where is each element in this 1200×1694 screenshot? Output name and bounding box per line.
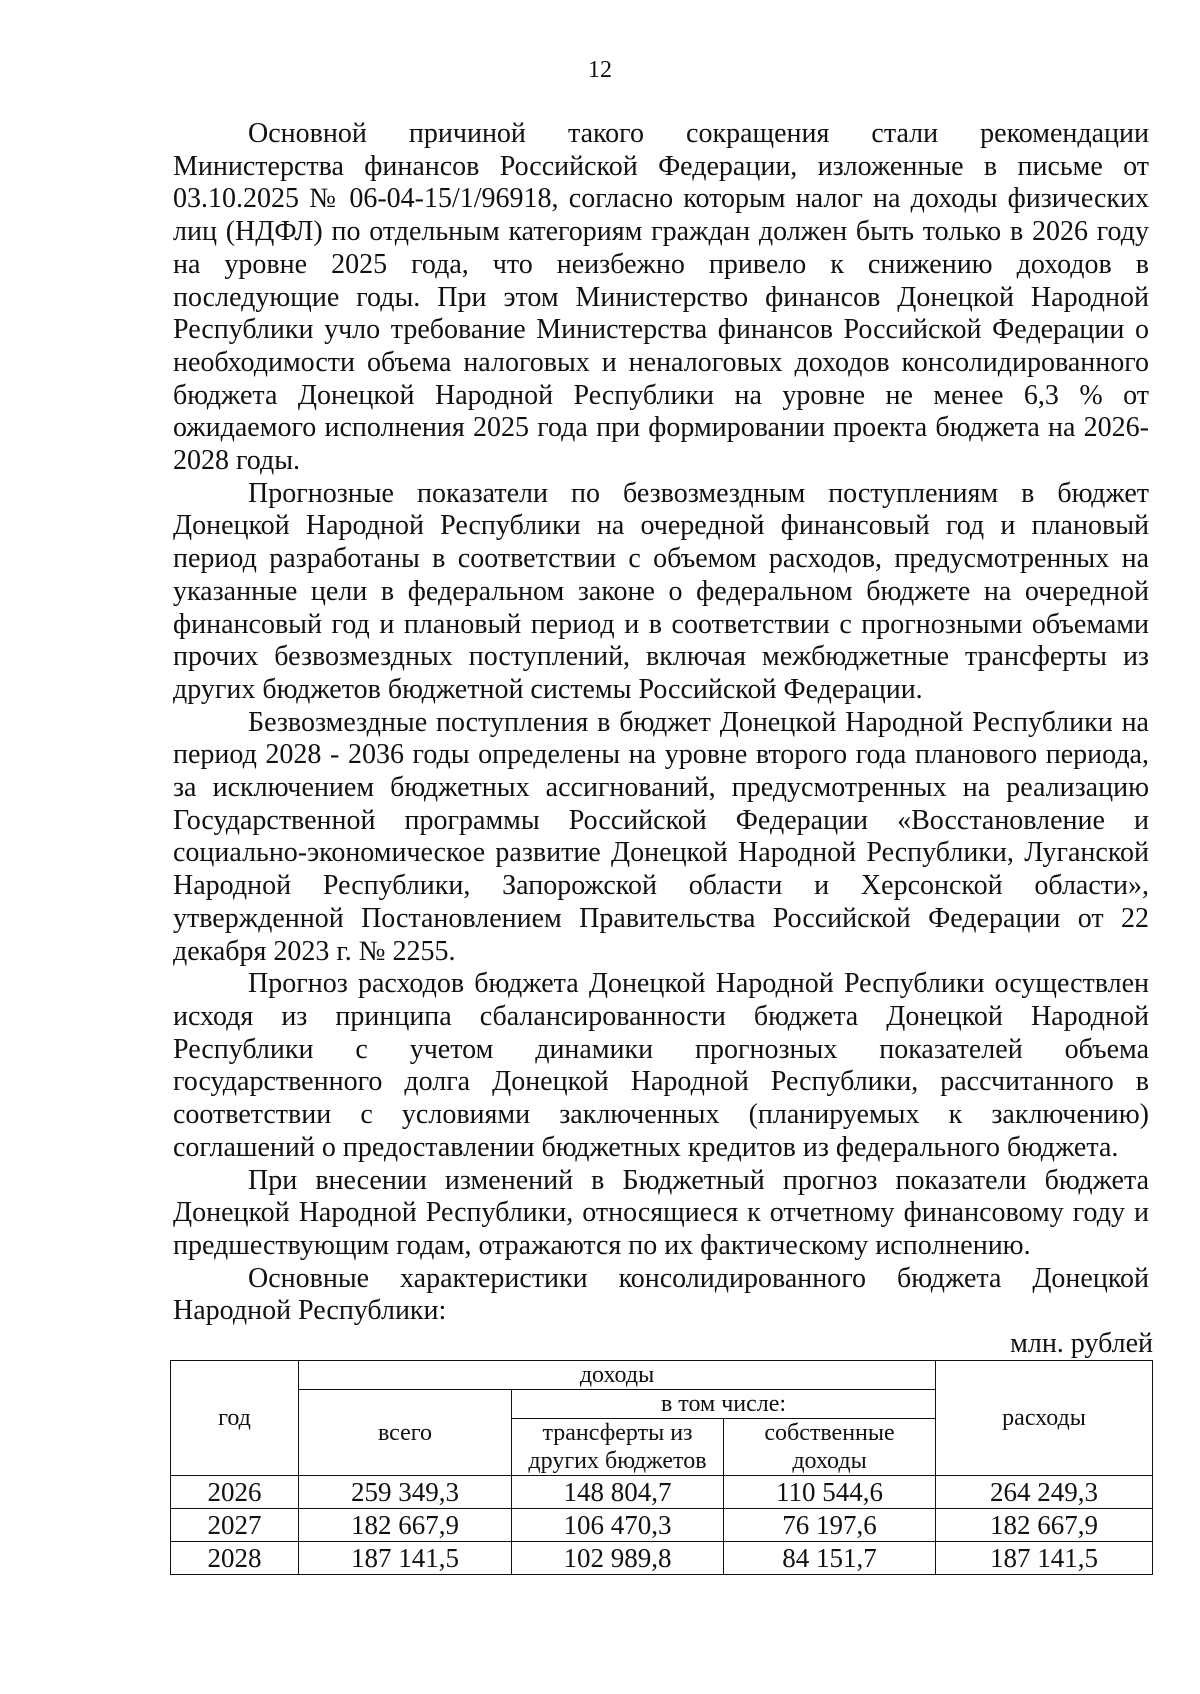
header-year: год (171, 1361, 299, 1476)
paragraph: Прогноз расходов бюджета Донецкой Народной Республики осуществлен исходя из принципа сбалансированности бюджета Донецкой Народной Республики с учетом динамики прогнозных показателей объема государственного долга Донецкой Народной Республики, рассчитанного в соответствии с условиями заключенных (планируемых к заключению) соглашений о предоставлении бюджетных кредитов из федерального бюджета. (173, 968, 1149, 1163)
table-row (171, 1509, 1153, 1542)
cell-transfers: 148 804,7 (512, 1476, 724, 1509)
cell-own-income: 110 544,6 (724, 1476, 936, 1509)
cell-expenses: 182 667,9 (936, 1509, 1153, 1542)
budget-table (170, 1360, 1153, 1575)
header-expenses: расходы (936, 1361, 1153, 1476)
header-total: всего (299, 1390, 512, 1476)
cell-year: 2027 (171, 1509, 299, 1542)
cell-total: 187 141,5 (299, 1542, 512, 1575)
cell-year: 2028 (171, 1542, 299, 1575)
paragraph: При внесении изменений в Бюджетный прогноз показатели бюджета Донецкой Народной Республики, относящиеся к отчетному финансовому году и предшествующим годам, отражаются по их фактическому исполнению. (173, 1164, 1149, 1261)
cell-expenses: 264 249,3 (936, 1476, 1153, 1509)
cell-year: 2026 (171, 1476, 299, 1509)
header-including: в том числе: (512, 1390, 936, 1419)
cell-own-income: 76 197,6 (724, 1509, 936, 1542)
table-row (171, 1476, 1153, 1509)
cell-expenses: 187 141,5 (936, 1542, 1153, 1575)
document-body (173, 118, 1149, 1328)
page-number: 12 (588, 57, 612, 83)
header-own-income: собственные доходы (724, 1419, 936, 1476)
cell-transfers: 106 470,3 (512, 1509, 724, 1542)
paragraph: Безвозмездные поступления в бюджет Донецкой Народной Республики на период 2028 - 2036 годы определены на уровне второго года планового периода, за исключением бюджетных ассигнований, предусмотренных на реализацию Государственной программы Российской Федерации «Восстановление и социально-экономическое развитие Донецкой Народной Республики, Луганской Народной Республики, Запорожской области и Херсонской области», утвержденной Постановлением Правительства Российской Федерации от 22 декабря 2023 г. № 2255. (173, 706, 1149, 967)
header-income: доходы (299, 1361, 936, 1390)
paragraph: Прогнозные показатели по безвозмездным поступлениям в бюджет Донецкой Народной Республики на очередной финансовый год и плановый период разработаны в соответствии с объемом расходов, предусмотренных на указанные цели в федеральном законе о федеральном бюджете на очередной финансовый год и плановый период и в соответствии с прогнозными объемами прочих безвозмездных поступлений, включая межбюджетные трансферты из других бюджетов бюджетной системы Российской Федерации. (173, 477, 1149, 705)
cell-total: 182 667,9 (299, 1509, 512, 1542)
cell-transfers: 102 989,8 (512, 1542, 724, 1575)
table-units-label: млн. рублей (1010, 1328, 1153, 1359)
header-transfers: трансферты из других бюджетов (512, 1419, 724, 1476)
paragraph: Основные характеристики консолидированного бюджета Донецкой Народной Республики: (173, 1262, 1149, 1327)
table-row (171, 1542, 1153, 1575)
paragraph: Основной причиной такого сокращения стали рекомендации Министерства финансов Российской Федерации, изложенные в письме от 03.10.2025 № 06-04-15/1/96918, согласно которым налог на доходы физических лиц (НДФЛ) по отдельным категориям граждан должен быть только в 2026 году на уровне 2025 года, что неизбежно привело к снижению доходов в последующие годы. При этом Министерство финансов Донецкой Народной Республики учло требование Министерства финансов Российской Федерации о необходимости объема налоговых и неналоговых доходов консолидированного бюджета Донецкой Народной Республики на уровне не менее 6,3 % от ожидаемого исполнения 2025 года при формировании проекта бюджета на 2026-2028 годы. (173, 118, 1149, 477)
cell-own-income: 84 151,7 (724, 1542, 936, 1575)
cell-total: 259 349,3 (299, 1476, 512, 1509)
